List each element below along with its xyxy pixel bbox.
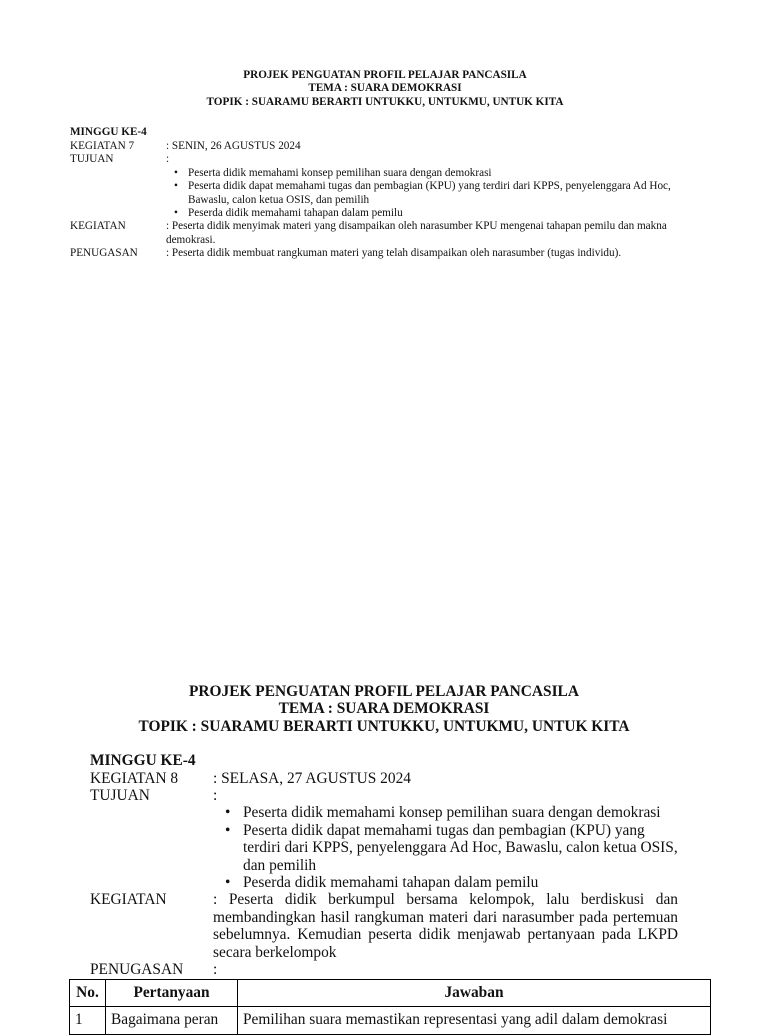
penugasan-row bbox=[70, 247, 700, 260]
page-1-section bbox=[70, 69, 700, 261]
tujuan-item-text: Peserta didik memahami konsep pemilihan suara dengan demokrasi bbox=[243, 804, 661, 822]
page-1-header bbox=[70, 69, 700, 109]
tujuan-list bbox=[172, 167, 700, 221]
kegiatan-row bbox=[90, 891, 678, 961]
tujuan-row bbox=[70, 153, 700, 166]
header-line-1: PROJEK PENGUATAN PROFIL PELAJAR PANCASILA bbox=[189, 683, 579, 700]
header-line-2: TEMA : SUARA DEMOKRASI bbox=[308, 82, 462, 95]
tujuan-item-text: Peserta didik dapat memahami tugas dan pembagian (KPU) yang terdiri dari KPPS, penyelenggara Ad Hoc, Bawaslu, calon ketua OSIS, dan pemilih bbox=[243, 821, 678, 874]
kegiatan-date: : SENIN, 26 AGUSTUS 2024 bbox=[166, 139, 301, 152]
tujuan-item-text: Peserta didik memahami konsep pemilihan suara dengan demokrasi bbox=[188, 166, 492, 179]
tujuan-list bbox=[222, 804, 678, 891]
column-header-jawaban: Jawaban bbox=[238, 980, 711, 1007]
list-item bbox=[172, 167, 700, 180]
bullet-icon: • bbox=[174, 166, 178, 179]
week-title: MINGGU KE-4 bbox=[90, 752, 196, 770]
header-line-2: TEMA : SUARA DEMOKRASI bbox=[278, 700, 490, 718]
kegiatan-number-row bbox=[70, 140, 700, 153]
penugasan-row bbox=[90, 961, 678, 978]
tujuan-item-text: Peserda didik memahami tahapan dalam pemilu bbox=[188, 206, 403, 219]
tujuan-colon: : bbox=[166, 153, 170, 166]
bullet-icon: • bbox=[174, 206, 178, 219]
list-item bbox=[222, 804, 678, 821]
bullet-icon: • bbox=[174, 180, 178, 193]
kegiatan-text: : Peserta didik menyimak materi yang disampaikan oleh narasumber KPU mengenai tahapan pemilu dan makna demokrasi. bbox=[166, 220, 667, 246]
header-line-3: TOPIK : SUARAMU BERARTI UNTUKKU, UNTUKMU, UNTUK KITA bbox=[138, 717, 630, 735]
week-title: MINGGU KE-4 bbox=[70, 126, 147, 139]
tujuan-item-text: Peserda didik memahami tahapan dalam pemilu bbox=[243, 874, 539, 892]
bullet-icon: • bbox=[225, 874, 231, 892]
page-2-header bbox=[90, 683, 678, 735]
kegiatan-text: : Peserta didik berkumpul bersama kelompok, lalu berdiskusi dan membandingkan hasil rangkuman materi dari narasumber pada pertemuan sebelumnya. Kemudian peserta didik menjawab pertanyaan pada LKPD secara berkelompok bbox=[213, 891, 678, 961]
table-header-row bbox=[70, 980, 711, 1007]
kegiatan-date: : SELASA, 27 AGUSTUS 2024 bbox=[213, 769, 411, 787]
bullet-icon: • bbox=[225, 804, 231, 822]
cell-no: 1 bbox=[70, 1007, 106, 1034]
header-line-3: TOPIK : SUARAMU BERARTI UNTUKKU, UNTUKMU, UNTUK KITA bbox=[206, 95, 564, 108]
tujuan-colon: : bbox=[213, 787, 218, 805]
penugasan-colon: : bbox=[213, 961, 218, 979]
kegiatan-number-label: KEGIATAN 7 bbox=[70, 139, 135, 152]
list-item bbox=[172, 180, 700, 207]
kegiatan-label: KEGIATAN bbox=[90, 891, 167, 909]
penugasan-label: PENUGASAN bbox=[90, 961, 184, 979]
column-header-no: No. bbox=[70, 980, 106, 1007]
tujuan-label: TUJUAN bbox=[70, 153, 114, 166]
table-row bbox=[70, 1007, 711, 1034]
kegiatan-number-label: KEGIATAN 8 bbox=[90, 769, 179, 787]
penugasan-label: PENUGASAN bbox=[70, 247, 138, 260]
header-line-1: PROJEK PENGUATAN PROFIL PELAJAR PANCASILA bbox=[243, 69, 527, 81]
page-2-section bbox=[90, 683, 678, 979]
bullet-icon: • bbox=[225, 821, 231, 839]
column-header-pertanyaan: Pertanyaan bbox=[106, 980, 238, 1007]
lkpd-table bbox=[69, 979, 711, 1035]
kegiatan-row bbox=[70, 220, 700, 247]
tujuan-item-text: Peserta didik dapat memahami tugas dan pembagian (KPU) yang terdiri dari KPPS, penyelenggara Ad Hoc, Bawaslu, calon ketua OSIS, dan pemilih bbox=[188, 180, 671, 206]
tujuan-label: TUJUAN bbox=[90, 787, 150, 805]
list-item bbox=[172, 207, 700, 220]
list-item bbox=[222, 822, 678, 874]
cell-pertanyaan: Bagaimana peran bbox=[106, 1007, 238, 1034]
tujuan-row bbox=[90, 787, 678, 804]
list-item bbox=[222, 874, 678, 891]
kegiatan-label: KEGIATAN bbox=[70, 220, 126, 233]
kegiatan-number-row bbox=[90, 770, 678, 787]
penugasan-text: : Peserta didik membuat rangkuman materi yang telah disampaikan oleh narasumber (tugas individu). bbox=[166, 247, 622, 260]
cell-jawaban: Pemilihan suara memastikan representasi yang adil dalam demokrasi bbox=[238, 1007, 711, 1034]
